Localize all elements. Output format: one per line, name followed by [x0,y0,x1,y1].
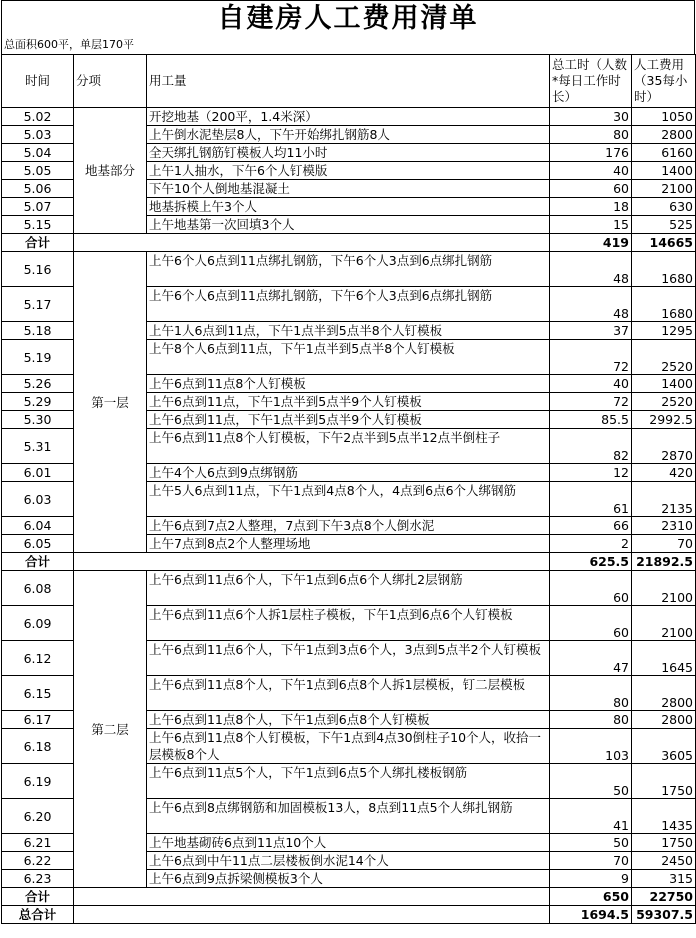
row-date: 6.12 [2,641,74,676]
row-work: 上午6点到中午11点二层楼板倒水泥14个人 [147,852,550,870]
row-work: 下午10个人倒地基混凝土 [147,180,550,198]
row-hours: 30 [550,108,632,126]
row-hours: 80 [550,711,632,729]
row-date: 5.15 [2,216,74,234]
table-row [2,252,696,287]
row-work: 上午6点到11点，下午1点半到5点半9个人钉模板 [147,393,550,411]
row-work: 开挖地基（200平，1.4米深） [147,108,550,126]
subtotal-hours: 625.5 [550,553,632,571]
grand-total-row [2,906,696,924]
row-hours: 60 [550,606,632,641]
header-cost: 人工费用（35每小时） [632,55,696,108]
grand-total-cost: 59307.5 [632,906,696,924]
row-date: 5.04 [2,144,74,162]
row-hours: 15 [550,216,632,234]
row-work: 上午5人6点到11点，下午1点到4点8个人，4点到6点6个人绑钢筋 [147,482,550,517]
table-row [2,108,696,126]
subtotal-spacer [74,888,550,906]
row-cost: 1435 [632,799,696,834]
row-hours: 18 [550,198,632,216]
row-date: 6.20 [2,799,74,834]
row-hours: 66 [550,517,632,535]
table-row [2,571,696,606]
row-work: 上午6点到11点8个人钉模板，下午1点到4点30倒柱子10个人，收拾一层模板8个人 [147,729,550,764]
row-cost: 2800 [632,711,696,729]
grand-total-spacer [74,906,550,924]
table-body [2,108,696,924]
row-date: 6.21 [2,834,74,852]
subtotal-hours: 419 [550,234,632,252]
row-cost: 1295 [632,322,696,340]
row-date: 6.15 [2,676,74,711]
row-work: 地基拆模上午3个人 [147,198,550,216]
grand-total-hours: 1694.5 [550,906,632,924]
row-work: 上午6点到7点2人整理，7点到下午3点8个人倒水泥 [147,517,550,535]
row-date: 5.03 [2,126,74,144]
row-date: 5.07 [2,198,74,216]
row-cost: 1750 [632,834,696,852]
row-date: 5.29 [2,393,74,411]
row-hours: 50 [550,834,632,852]
row-cost: 1750 [632,764,696,799]
row-cost: 2135 [632,482,696,517]
row-hours: 82 [550,429,632,464]
row-date: 6.19 [2,764,74,799]
row-cost: 315 [632,870,696,888]
subtotal-row [2,234,696,252]
expense-sheet [1,0,695,924]
row-work: 上午6点到11点8个人钉模板 [147,375,550,393]
row-work: 上午1人抽水，下午6个人钉模版 [147,162,550,180]
row-work: 全天绑扎钢筋钉模板人均11小时 [147,144,550,162]
row-cost: 2992.5 [632,411,696,429]
header-hours: 总工时（人数*每日工作时长） [550,55,632,108]
row-cost: 420 [632,464,696,482]
row-date: 5.26 [2,375,74,393]
row-hours: 70 [550,852,632,870]
row-work: 上午6点到8点绑钢筋和加固模板13人，8点到11点5个人绑扎钢筋 [147,799,550,834]
row-hours: 9 [550,870,632,888]
section-category: 地基部分 [74,108,147,234]
row-cost: 2800 [632,676,696,711]
row-hours: 41 [550,799,632,834]
row-hours: 40 [550,375,632,393]
section-category: 第二层 [74,571,147,888]
row-hours: 50 [550,764,632,799]
row-cost: 6160 [632,144,696,162]
row-cost: 1645 [632,641,696,676]
row-hours: 72 [550,393,632,411]
row-work: 上午倒水泥垫层8人，下午开始绑扎钢筋8人 [147,126,550,144]
row-cost: 1050 [632,108,696,126]
row-hours: 37 [550,322,632,340]
row-hours: 40 [550,162,632,180]
row-hours: 176 [550,144,632,162]
row-work: 上午地基第一次回填3个人 [147,216,550,234]
row-cost: 3605 [632,729,696,764]
row-work: 上午8个人6点到11点，下午1点半到5点半8个人钉模板 [147,340,550,375]
row-date: 6.01 [2,464,74,482]
row-cost: 2100 [632,180,696,198]
row-cost: 2800 [632,126,696,144]
header-time: 时间 [2,55,74,108]
subtotal-spacer [74,553,550,571]
row-cost: 1680 [632,252,696,287]
row-cost: 2520 [632,393,696,411]
row-date: 6.23 [2,870,74,888]
sheet-title: 自建房人工费用清单 [1,0,695,36]
row-hours: 12 [550,464,632,482]
row-work: 上午6点到11点6个人，下午1点到6点6个人绑扎2层钢筋 [147,571,550,606]
row-work: 上午6个人6点到11点绑扎钢筋，下午6个人3点到6点绑扎钢筋 [147,252,550,287]
row-date: 5.19 [2,340,74,375]
subtotal-label: 合计 [2,234,74,252]
subtotal-row [2,888,696,906]
row-cost: 2310 [632,517,696,535]
subtotal-cost: 22750 [632,888,696,906]
row-work: 上午6点到11点，下午1点半到5点半9个人钉模板 [147,411,550,429]
row-cost: 2450 [632,852,696,870]
subtotal-cost: 14665 [632,234,696,252]
row-date: 6.09 [2,606,74,641]
row-date: 5.30 [2,411,74,429]
row-work: 上午7点到8点2个人整理场地 [147,535,550,553]
row-work: 上午6点到11点5个人，下午1点到6点5个人绑扎楼板钢筋 [147,764,550,799]
header-work: 用工量 [147,55,550,108]
subtotal-label: 合计 [2,553,74,571]
row-hours: 2 [550,535,632,553]
row-hours: 72 [550,340,632,375]
row-date: 6.08 [2,571,74,606]
row-work: 上午6点到9点拆梁侧模板3个人 [147,870,550,888]
row-cost: 1680 [632,287,696,322]
row-date: 6.18 [2,729,74,764]
row-work: 上午6个人6点到11点绑扎钢筋，下午6个人3点到6点绑扎钢筋 [147,287,550,322]
row-date: 6.22 [2,852,74,870]
row-hours: 85.5 [550,411,632,429]
row-date: 5.05 [2,162,74,180]
row-date: 5.18 [2,322,74,340]
row-cost: 525 [632,216,696,234]
row-cost: 2520 [632,340,696,375]
row-work: 上午6点到11点8个人，下午1点到6点8个人拆1层模板，钉二层模板 [147,676,550,711]
labor-cost-table [1,54,696,924]
row-hours: 60 [550,180,632,198]
subtotal-spacer [74,234,550,252]
subtotal-cost: 21892.5 [632,553,696,571]
row-date: 6.03 [2,482,74,517]
row-hours: 80 [550,126,632,144]
row-work: 上午4个人6点到9点绑钢筋 [147,464,550,482]
row-date: 6.05 [2,535,74,553]
row-cost: 1400 [632,162,696,180]
row-cost: 2100 [632,571,696,606]
subtotal-label: 合计 [2,888,74,906]
row-work: 上午6点到11点8个人，下午1点到6点8个人钉模板 [147,711,550,729]
row-date: 5.16 [2,252,74,287]
header-category: 分项 [74,55,147,108]
row-date: 5.02 [2,108,74,126]
section-category: 第一层 [74,252,147,553]
row-date: 6.17 [2,711,74,729]
row-cost: 2100 [632,606,696,641]
row-date: 5.31 [2,429,74,464]
row-hours: 48 [550,252,632,287]
row-hours: 61 [550,482,632,517]
subtotal-hours: 650 [550,888,632,906]
row-work: 上午6点到11点6个人，下午1点到3点6个人，3点到5点半2个人钉模板 [147,641,550,676]
row-date: 5.06 [2,180,74,198]
area-note: 总面积600平，单层170平 [1,36,695,54]
row-work: 上午6点到11点8个人钉模板，下午2点半到5点半12点半倒柱子 [147,429,550,464]
row-work: 上午1人6点到11点，下午1点半到5点半8个人钉模板 [147,322,550,340]
subtotal-row [2,553,696,571]
row-hours: 60 [550,571,632,606]
grand-total-label: 总合计 [2,906,74,924]
row-hours: 48 [550,287,632,322]
row-cost: 1400 [632,375,696,393]
row-date: 6.04 [2,517,74,535]
header-row [2,55,696,108]
row-work: 上午地基砌砖6点到11点10个人 [147,834,550,852]
row-hours: 80 [550,676,632,711]
row-hours: 47 [550,641,632,676]
row-date: 5.17 [2,287,74,322]
row-cost: 70 [632,535,696,553]
row-work: 上午6点到11点6个人拆1层柱子模板，下午1点到6点6个人钉模板 [147,606,550,641]
row-cost: 2870 [632,429,696,464]
row-cost: 630 [632,198,696,216]
row-hours: 103 [550,729,632,764]
